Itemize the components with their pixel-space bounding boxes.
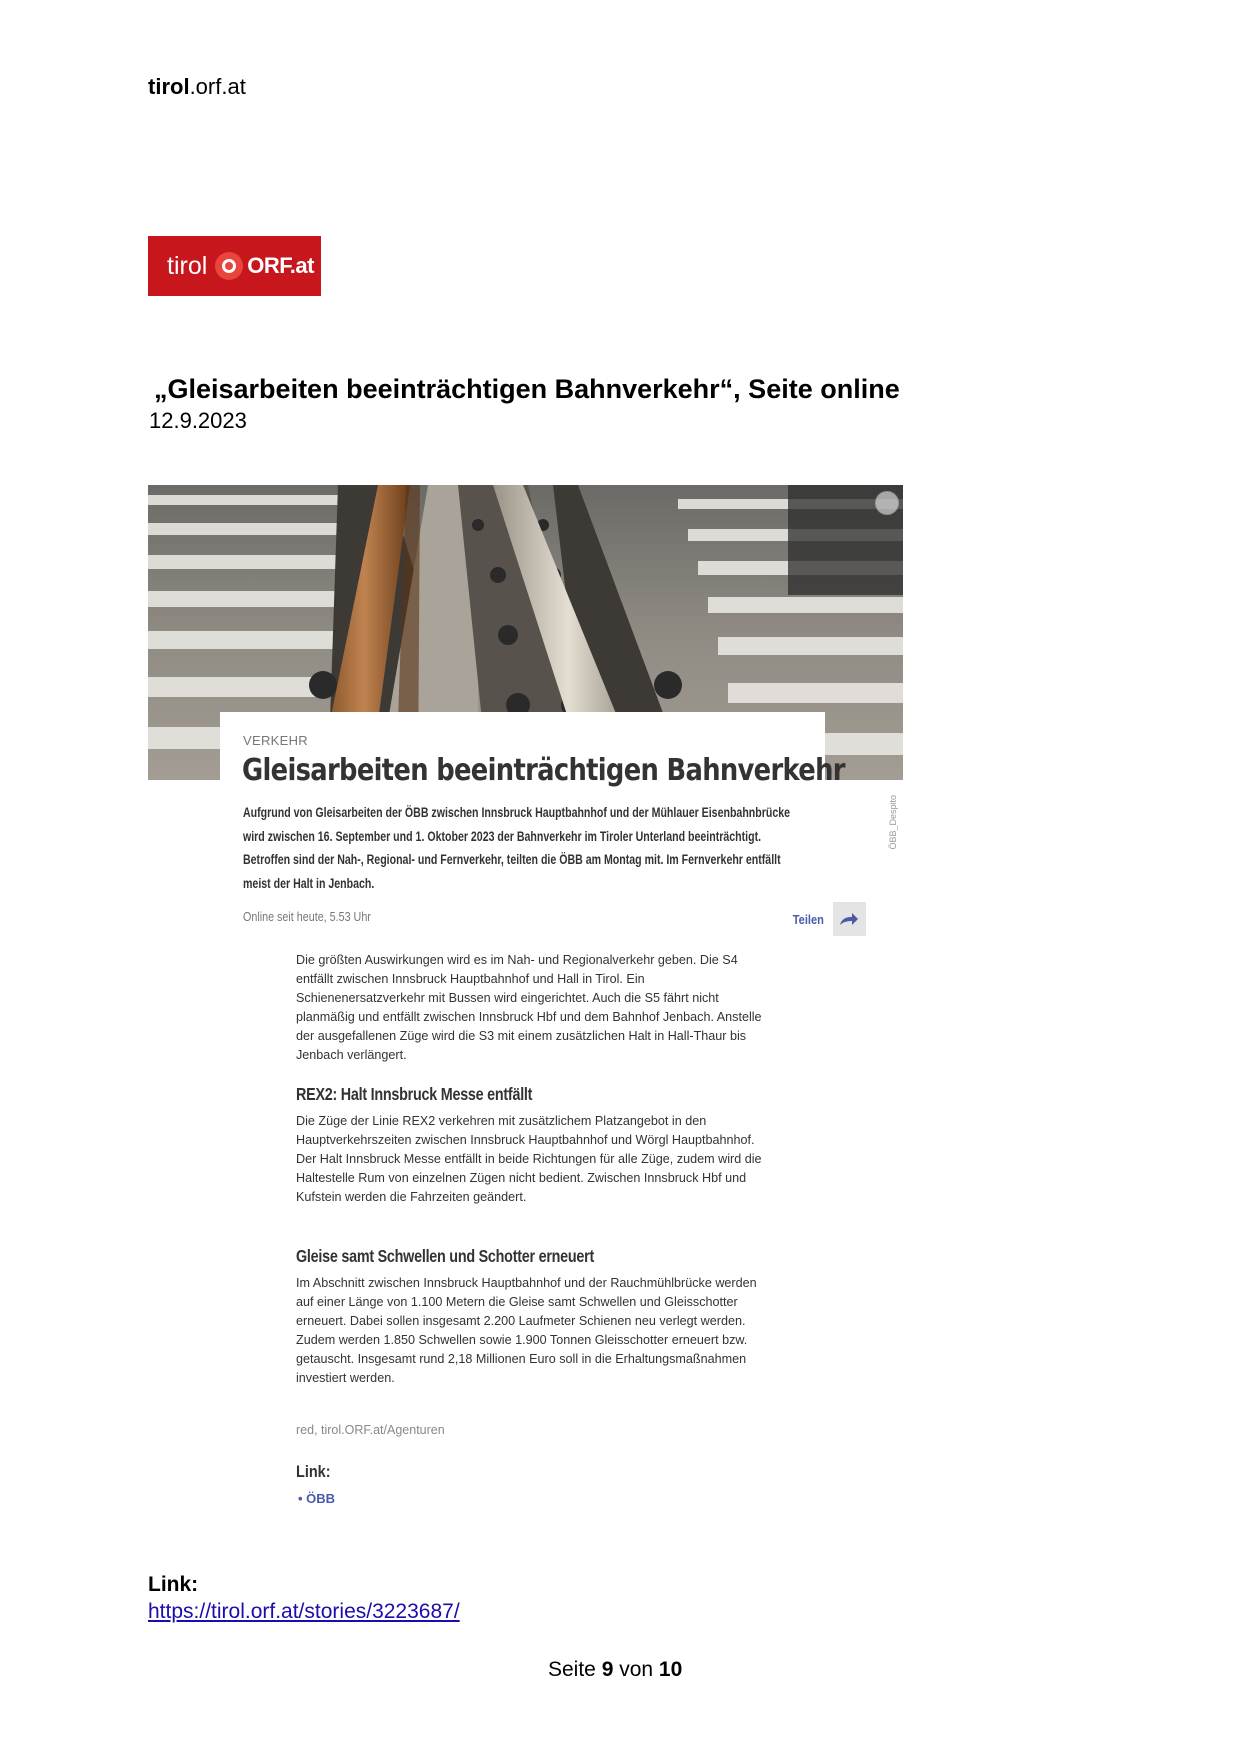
share-label: Teilen <box>792 911 824 927</box>
footer-middle: von <box>613 1658 659 1681</box>
document-title: „Gleisarbeiten beeinträchtigen Bahnverkehr“, Seite online <box>154 374 900 404</box>
online-since: Online seit heute, 5.53 Uhr <box>243 910 371 924</box>
photo-credit: ÖBB_Despito <box>888 795 898 850</box>
oebb-link[interactable]: • ÖBB <box>298 1491 336 1506</box>
site-header-rest: .orf.at <box>189 74 246 99</box>
logo-tirol-text: tirol <box>167 251 208 280</box>
section-label: VERKEHR <box>243 733 308 748</box>
document-date: 12.9.2023 <box>149 408 247 433</box>
share-button[interactable] <box>790 902 866 936</box>
article-clipping <box>148 485 903 1515</box>
paragraph-1: Die größten Auswirkungen wird es im Nah- und Regionalverkehr geben. Die S4 entfällt zwischen Innsbruck Hauptbahnhof und Hall in Tirol. Ein Schienenersatzverkehr mit Bussen wird eingerichtet. Auch die S5 fährt nicht planmäßig und entfällt zwischen Innsbruck Hbf und dem Bahnhof Jenbach. Anstelle der ausgefallenen Züge wird die S3 mit einem zusätzlichen Halt in Hall-Thaur bis Jenbach verlängert. <box>296 953 762 1062</box>
article-source: red, tirol.ORF.at/Agenturen <box>296 1423 445 1437</box>
site-header <box>148 74 246 100</box>
camera-icon[interactable] <box>875 491 899 515</box>
orf-logo <box>148 236 321 296</box>
link-label: Link: <box>148 1573 199 1596</box>
article-link-heading: Link: <box>296 1462 331 1481</box>
logo-orf-text: ORF.at <box>247 253 314 278</box>
share-arrow-icon[interactable] <box>833 902 866 936</box>
article-lead: Aufgrund von Gleisarbeiten der ÖBB zwischen Innsbruck Hauptbahnhof und der Mühlauer Eisenbahnbrücke wird zwischen 16. September und 1. Oktober 2023 der Bahnverkehr im Tiroler Unterland beeinträchtigt. Betroffen sind der Nah-, Regional- und Fernverkehr, teilten die ÖBB am Montag mit. Im Fernverkehr entfällt meist der Halt in Jenbach. <box>243 805 791 891</box>
footer-total: 10 <box>658 1658 683 1681</box>
footer-prefix: Seite <box>548 1658 602 1681</box>
paragraph-3: Im Abschnitt zwischen Innsbruck Hauptbahnhof und der Rauchmühlbrücke werden auf einer Länge von 1.100 Metern die Gleise samt Schwellen und Gleisschotter erneuert. Dabei sollen insgesamt 2.200 Laufmeter Schienen neu verlegt werden. Zudem werden 1.850 Schwellen sowie 1.900 Tonnen Gleisschotter erneuert bzw. getauscht. Insgesamt rund 2,18 Millionen Euro soll in die Erhaltungsmaßnahmen investiert werden. <box>296 1276 757 1385</box>
subheading-gleise: Gleise samt Schwellen und Schotter erneuert <box>296 1246 595 1266</box>
paragraph-2: Die Züge der Linie REX2 verkehren mit zusätzlichem Platzangebot in den Hauptverkehrszeiten zwischen Innsbruck Hauptbahnhof und Wörgl Hauptbahnhof. Der Halt Innsbruck Messe entfällt in beide Richtungen für alle Züge, zudem wird die Haltestelle Rum von einzelnen Zügen nicht bedient. Zwischen Innsbruck Hbf und Kufstein werden die Fahrzeiten geändert. <box>296 1114 762 1204</box>
page-footer <box>548 1658 682 1682</box>
site-header-bold: tirol <box>148 74 190 99</box>
footer-page: 9 <box>601 1658 614 1681</box>
article-title: Gleisarbeiten beeinträchtigen Bahnverkehr <box>242 753 845 788</box>
story-url-link[interactable]: https://tirol.orf.at/stories/3223687/ <box>148 1600 460 1623</box>
subheading-rex2: REX2: Halt Innsbruck Messe entfällt <box>296 1084 533 1104</box>
orf-eye-icon <box>215 252 243 280</box>
